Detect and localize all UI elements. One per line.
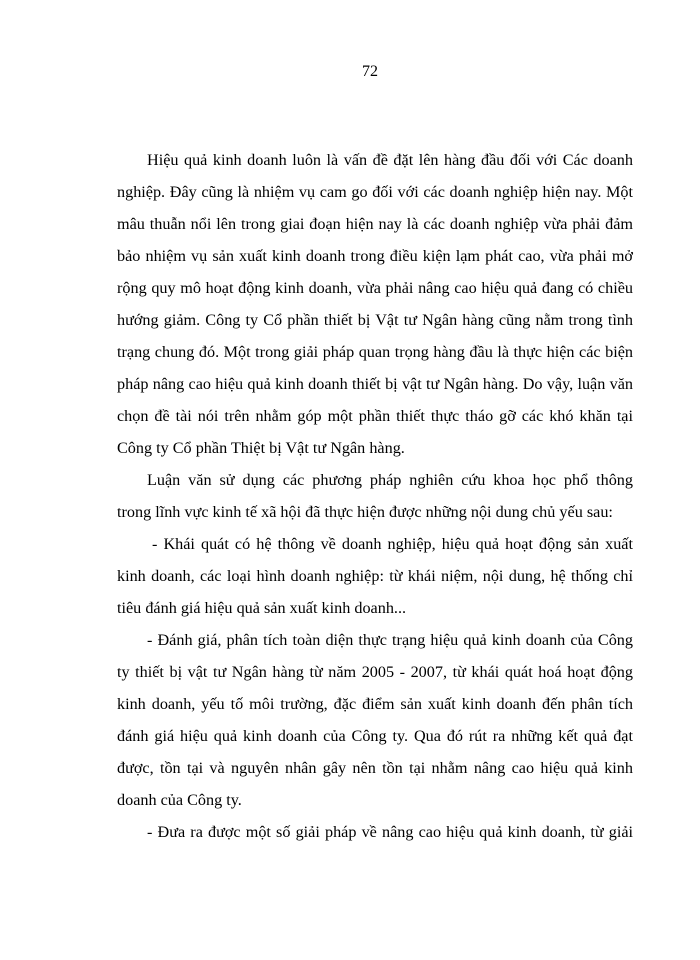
text-line: bảo nhiệm vụ sản xuất kinh doanh trong điều kiện lạm phát cao, vừa phải mở bbox=[117, 247, 633, 265]
text-line: trong lĩnh vực kinh tế xã hội đã thực hiện được những nội dung chủ yếu sau: bbox=[117, 503, 613, 521]
text-line: tiêu đánh giá hiệu quả sản xuất kinh doanh... bbox=[117, 599, 407, 617]
document-body bbox=[117, 146, 633, 850]
paragraph-bullet-3 bbox=[117, 818, 633, 850]
text-line: Hiệu quả kinh doanh luôn là vấn đề đặt lên hàng đầu đối với Các doanh bbox=[147, 151, 633, 169]
text-line: ty thiết bị vật tư Ngân hàng từ năm 2005 - 2007, từ khái quát hoá hoạt động bbox=[117, 663, 633, 681]
text-line: hướng giảm. Công ty Cổ phần thiết bị Vật tư Ngân hàng cũng nằm trong tình bbox=[117, 311, 633, 329]
text-line: - Khái quát có hệ thông về doanh nghiệp, hiệu quả hoạt động sản xuất bbox=[152, 535, 633, 553]
paragraph-bullet-1 bbox=[117, 530, 633, 626]
text-line: Công ty Cổ phần Thiệt bị Vật tư Ngân hàng. bbox=[117, 439, 405, 457]
paragraph-intro bbox=[117, 146, 633, 466]
text-line: mâu thuẫn nổi lên trong giai đoạn hiện nay là các doanh nghiệp vừa phải đảm bbox=[117, 215, 633, 233]
text-line: kinh doanh, yếu tố môi trường, đặc điểm sản xuất kinh doanh đến phân tích bbox=[117, 695, 633, 713]
text-line: doanh của Công ty. bbox=[117, 791, 242, 809]
text-line: pháp nâng cao hiệu quả kinh doanh thiết bị vật tư Ngân hàng. Do vậy, luận văn bbox=[117, 375, 633, 393]
page-number: 72 bbox=[362, 63, 378, 80]
text-line: nghiệp. Đây cũng là nhiệm vụ cam go đối với các doanh nghiệp hiện nay. Một bbox=[117, 183, 633, 201]
paragraph-methods bbox=[117, 466, 633, 530]
text-line: chọn đề tài nói trên nhằm góp một phần thiết thực tháo gỡ các khó khăn tại bbox=[117, 407, 633, 425]
text-line: đánh giá hiệu quả kinh doanh của Công ty. Qua đó rút ra những kết quả đạt bbox=[117, 727, 633, 745]
text-line: rộng quy mô hoạt động kinh doanh, vừa phải nâng cao hiệu quả đang có chiều bbox=[117, 279, 633, 297]
text-line: trạng chung đó. Một trong giải pháp quan trọng hàng đầu là thực hiện các biện bbox=[117, 343, 633, 361]
text-line: - Đánh giá, phân tích toàn diện thực trạng hiệu quả kinh doanh của Công bbox=[147, 631, 633, 649]
text-line: - Đưa ra được một số giải pháp về nâng cao hiệu quả kinh doanh, từ giải bbox=[147, 823, 633, 841]
text-line: Luận văn sử dụng các phương pháp nghiên cứu khoa học phổ thông bbox=[147, 471, 633, 489]
text-line: được, tồn tại và nguyên nhân gây nên tồn tại nhằm nâng cao hiệu quả kinh bbox=[117, 759, 633, 777]
text-line: kinh doanh, các loại hình doanh nghiệp: từ khái niệm, nội dung, hệ thống chỉ bbox=[117, 567, 633, 585]
paragraph-bullet-2 bbox=[117, 626, 633, 818]
